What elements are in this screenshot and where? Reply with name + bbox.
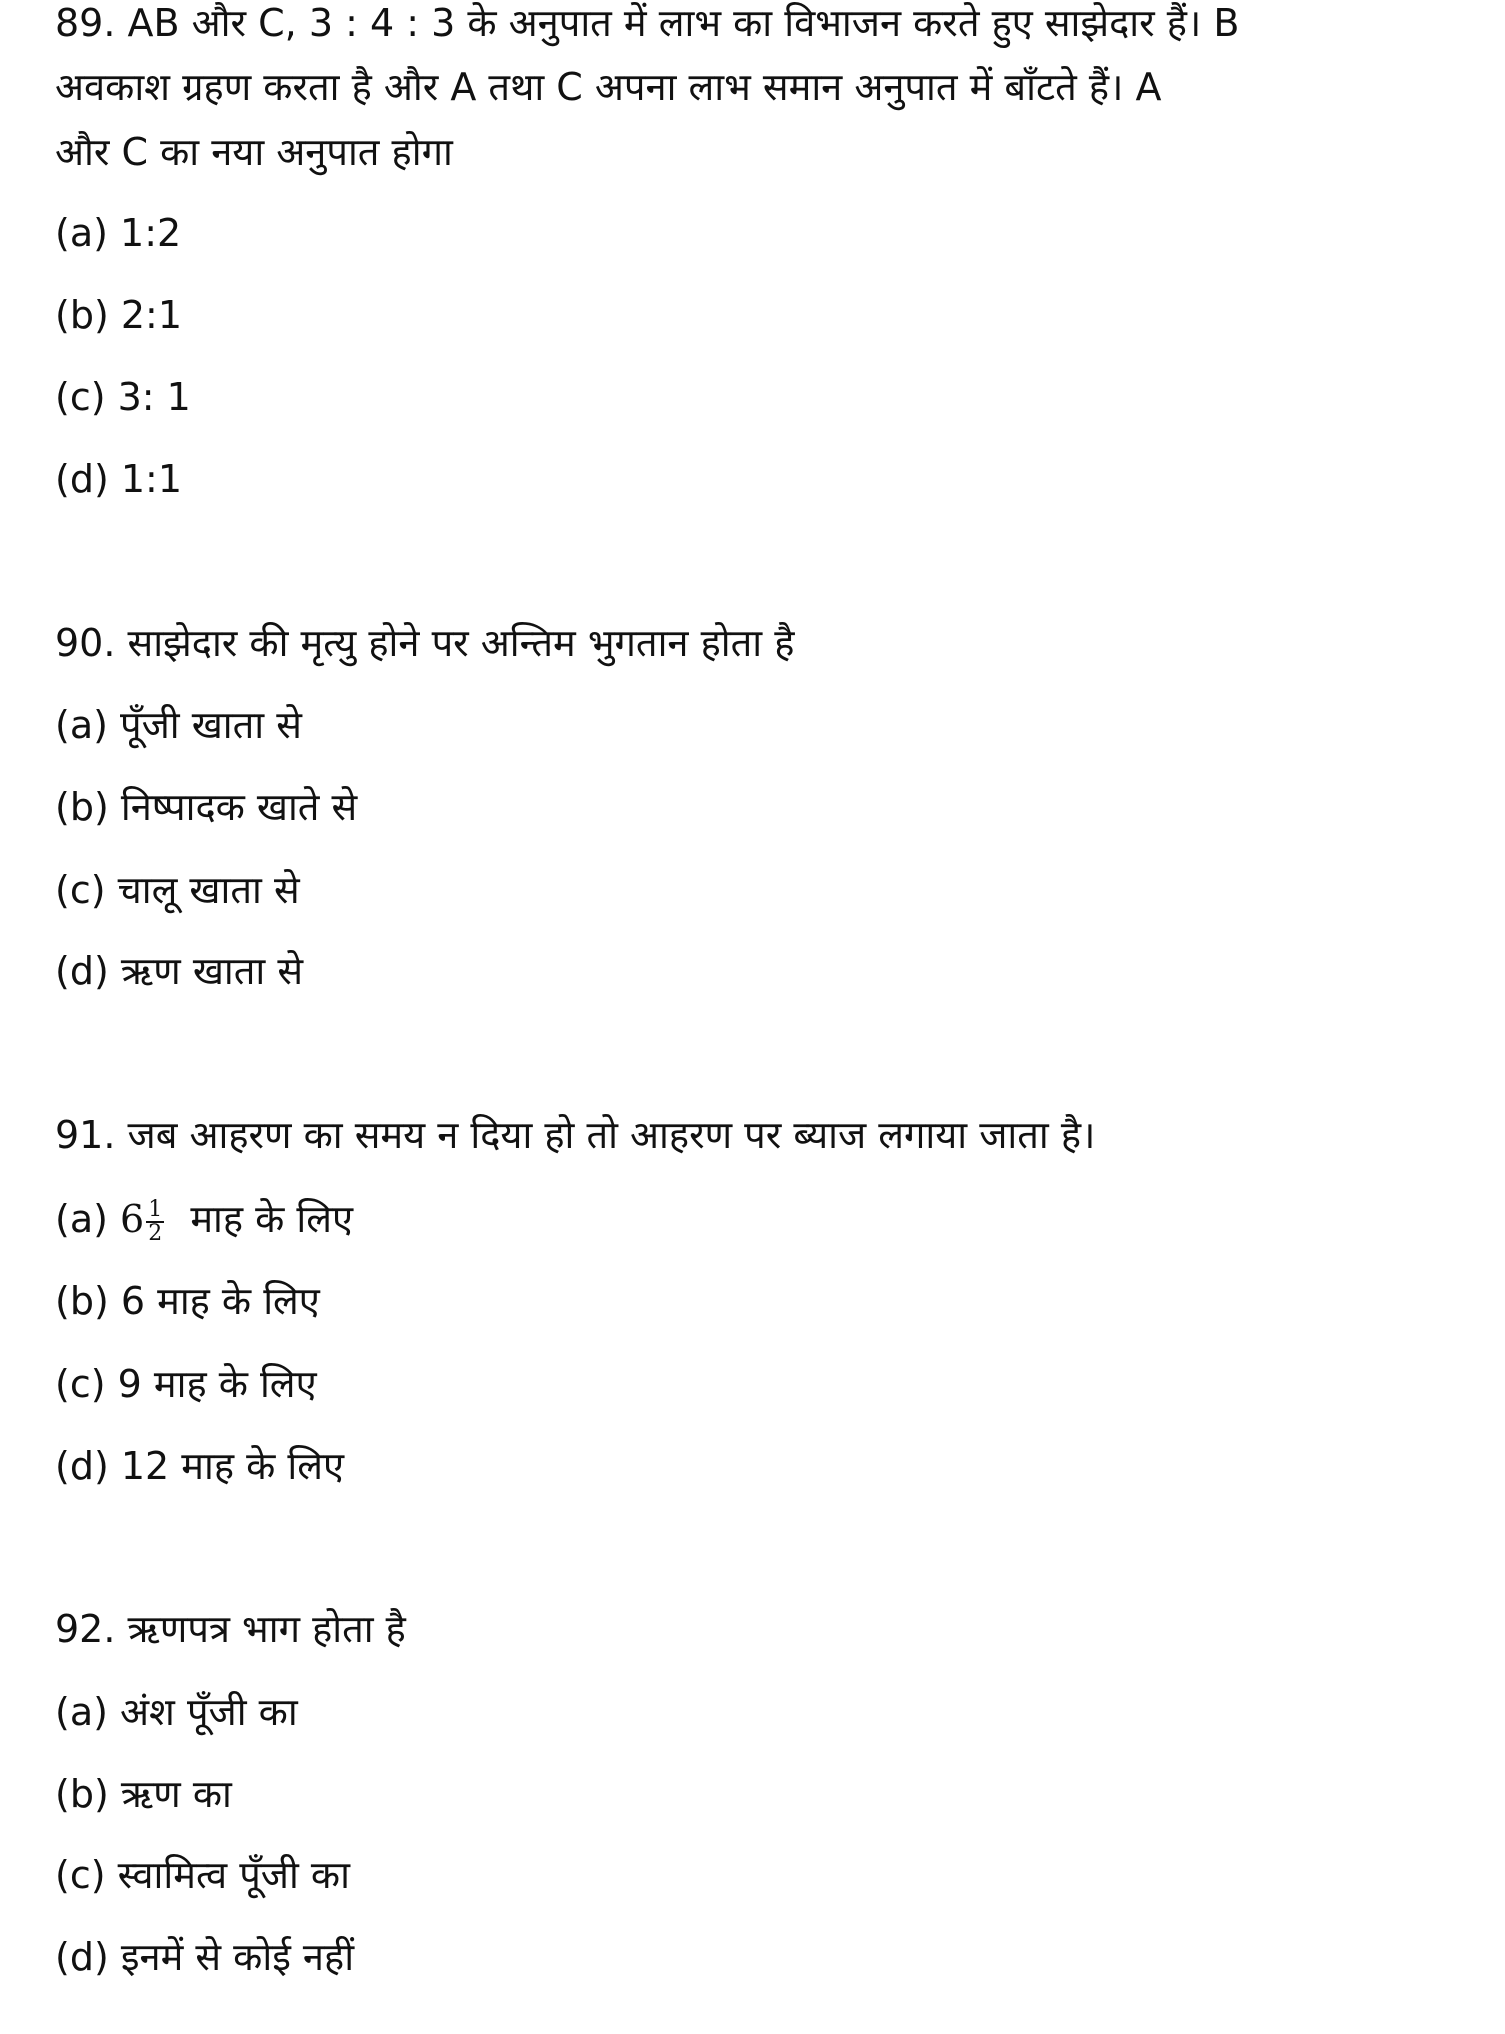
question-text: 91. जब आहरण का समय न दिया हो तो आहरण पर ब्याज लगाया जाता है। <box>55 1113 1096 1157</box>
option-a: (a) पूँजी खाता से <box>55 703 302 747</box>
option-c: (c) स्वामित्व पूँजी का <box>55 1853 350 1897</box>
option-b: (b) निष्पादक खाते से <box>55 785 358 829</box>
option-c: (c) चालू खाता से <box>55 868 300 912</box>
option-d: (d) 1:1 <box>55 457 183 501</box>
option-b: (b) ऋण का <box>55 1772 232 1816</box>
option-d: (d) इनमें से कोई नहीं <box>55 1935 355 1979</box>
option-b: (b) 2:1 <box>55 293 183 337</box>
option-d: (d) ऋण खाता से <box>55 949 304 993</box>
question-text: और C का नया अनुपात होगा <box>55 130 453 174</box>
option-d: (d) 12 माह के लिए <box>55 1444 344 1488</box>
whole-number: 6 <box>120 1197 145 1241</box>
option-c: (c) 9 माह के लिए <box>55 1362 317 1406</box>
question-text: 89. AB और C, 3 : 4 : 3 के अनुपात में लाभ का विभाजन करते हुए साझेदार हैं। B <box>55 1 1240 45</box>
question-text: अवकाश ग्रहण करता है और A तथा C अपना लाभ समान अनुपात में बाँटते हैं। A <box>55 65 1162 109</box>
option-a: (a) 1:2 <box>55 211 182 255</box>
question-text: 90. साझेदार की मृत्यु होने पर अन्तिम भुगतान होता है <box>55 621 795 665</box>
option-b: (b) 6 माह के लिए <box>55 1279 320 1323</box>
fraction-denominator: 2 <box>148 1220 163 1246</box>
option-c: (c) 3: 1 <box>55 375 191 419</box>
option-a: (a) अंश पूँजी का <box>55 1690 298 1734</box>
option-label: (a) <box>55 1197 108 1241</box>
option-a <box>55 1194 353 1245</box>
fraction-numerator: 1 <box>148 1196 163 1222</box>
fraction <box>146 1196 164 1246</box>
option-suffix: माह के लिए <box>190 1197 354 1241</box>
question-text: 92. ऋणपत्र भाग होता है <box>55 1607 406 1651</box>
